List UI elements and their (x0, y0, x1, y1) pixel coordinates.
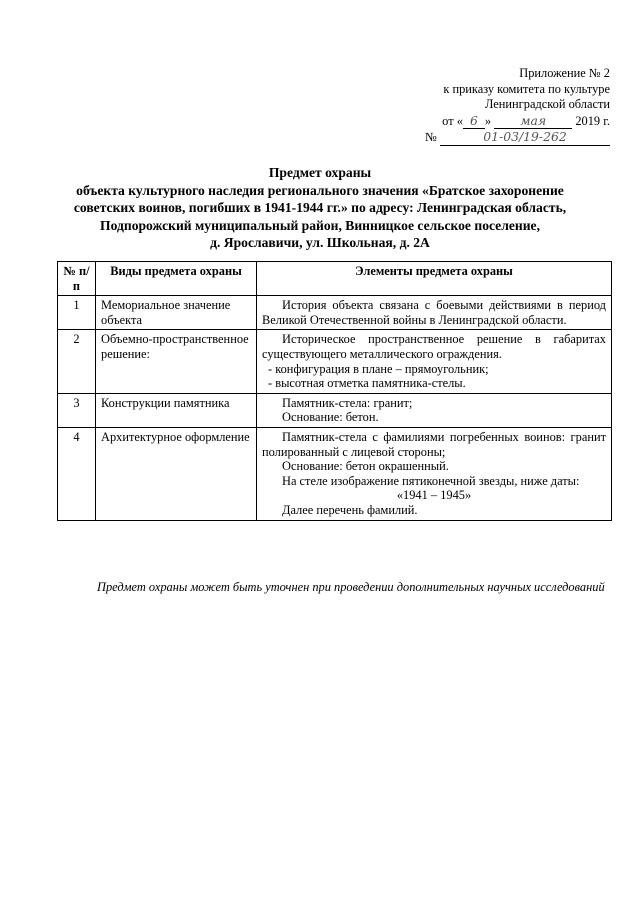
appendix-order-ref: к приказу комитета по культуре (443, 81, 610, 96)
row-element-bullet: - конфигурация в плане – прямоугольник; (268, 361, 489, 376)
row-num: 1 (58, 296, 96, 330)
row-element-line: Далее перечень фамилий. (282, 502, 418, 517)
row-element-bullet: - высотная отметка памятника-стелы. (268, 376, 466, 391)
row-element-line: История объекта связана с боевыми действиями в период Великой Отечественной войны в Ленинградской области. (262, 298, 606, 327)
appendix-date (370, 113, 610, 130)
appendix-region: Ленинградской области (484, 97, 610, 112)
protection-items-table (57, 261, 612, 521)
row-element-line: На стеле изображение пятиконечной звезды, ниже даты: (282, 473, 580, 488)
date-prefix: от « (442, 113, 463, 128)
title-line-3: советских воинов, погибших в 1941-1944 гг.» по адресу: Ленинградская область, (73, 200, 567, 216)
row-kind: Конструкции памятника (96, 393, 257, 427)
table-row (58, 393, 612, 427)
number-value: 01-03/19-262 (440, 129, 610, 146)
row-elements (257, 393, 612, 427)
date-year: 2019 г. (575, 113, 610, 128)
title-line-5: д. Ярославичи, ул. Школьная, д. 2А (210, 235, 430, 251)
appendix-order-number (370, 129, 610, 146)
row-element-line: Историческое пространственное решение в габаритах существующего металлического ограждения. (262, 332, 606, 361)
appendix-number: Приложение № 2 (519, 66, 610, 80)
date-day: 6 (463, 113, 485, 130)
row-elements (257, 330, 612, 393)
row-num: 2 (58, 330, 96, 393)
row-kind: Архитектурное оформление (96, 427, 257, 520)
title-line-1: Предмет охраны (268, 165, 372, 180)
footnote-text: Предмет охраны может быть уточнен при проведении дополнительных научных исследований (97, 580, 605, 594)
appendix-block (370, 66, 610, 146)
date-mid: » (484, 113, 492, 128)
header-num: № п/п (58, 262, 96, 296)
row-kind: Объемно-пространственное решение: (96, 330, 257, 393)
header-kind: Виды предмета охраны (96, 262, 257, 296)
table-header-row (58, 262, 612, 296)
header-elements: Элементы предмета охраны (257, 262, 612, 296)
row-element-line: Основание: бетон окрашенный. (282, 459, 449, 474)
title-line-4: Подпорожский муниципальный район, Винницкое сельское поселение, (100, 217, 540, 233)
row-num: 4 (58, 427, 96, 520)
row-elements (257, 296, 612, 330)
table-row (58, 296, 612, 330)
row-element-line: Основание: бетон. (282, 410, 379, 425)
row-num: 3 (58, 393, 96, 427)
row-element-line: Памятник-стела: гранит; (282, 395, 413, 410)
number-prefix: № (425, 130, 437, 145)
table-row (58, 330, 612, 393)
title-line-2: объекта культурного наследия регионального значения «Братское захоронение (76, 182, 564, 198)
row-element-dates: «1941 – 1945» (396, 488, 472, 503)
date-month: мая (494, 113, 572, 130)
table-row (58, 427, 612, 520)
row-element-line: Памятник-стела с фамилиями погребенных воинов: гранит полированный с лицевой стороны; (262, 429, 606, 459)
row-elements (257, 427, 612, 520)
document-title (30, 164, 610, 252)
row-kind: Мемориальное значение объекта (96, 296, 257, 330)
